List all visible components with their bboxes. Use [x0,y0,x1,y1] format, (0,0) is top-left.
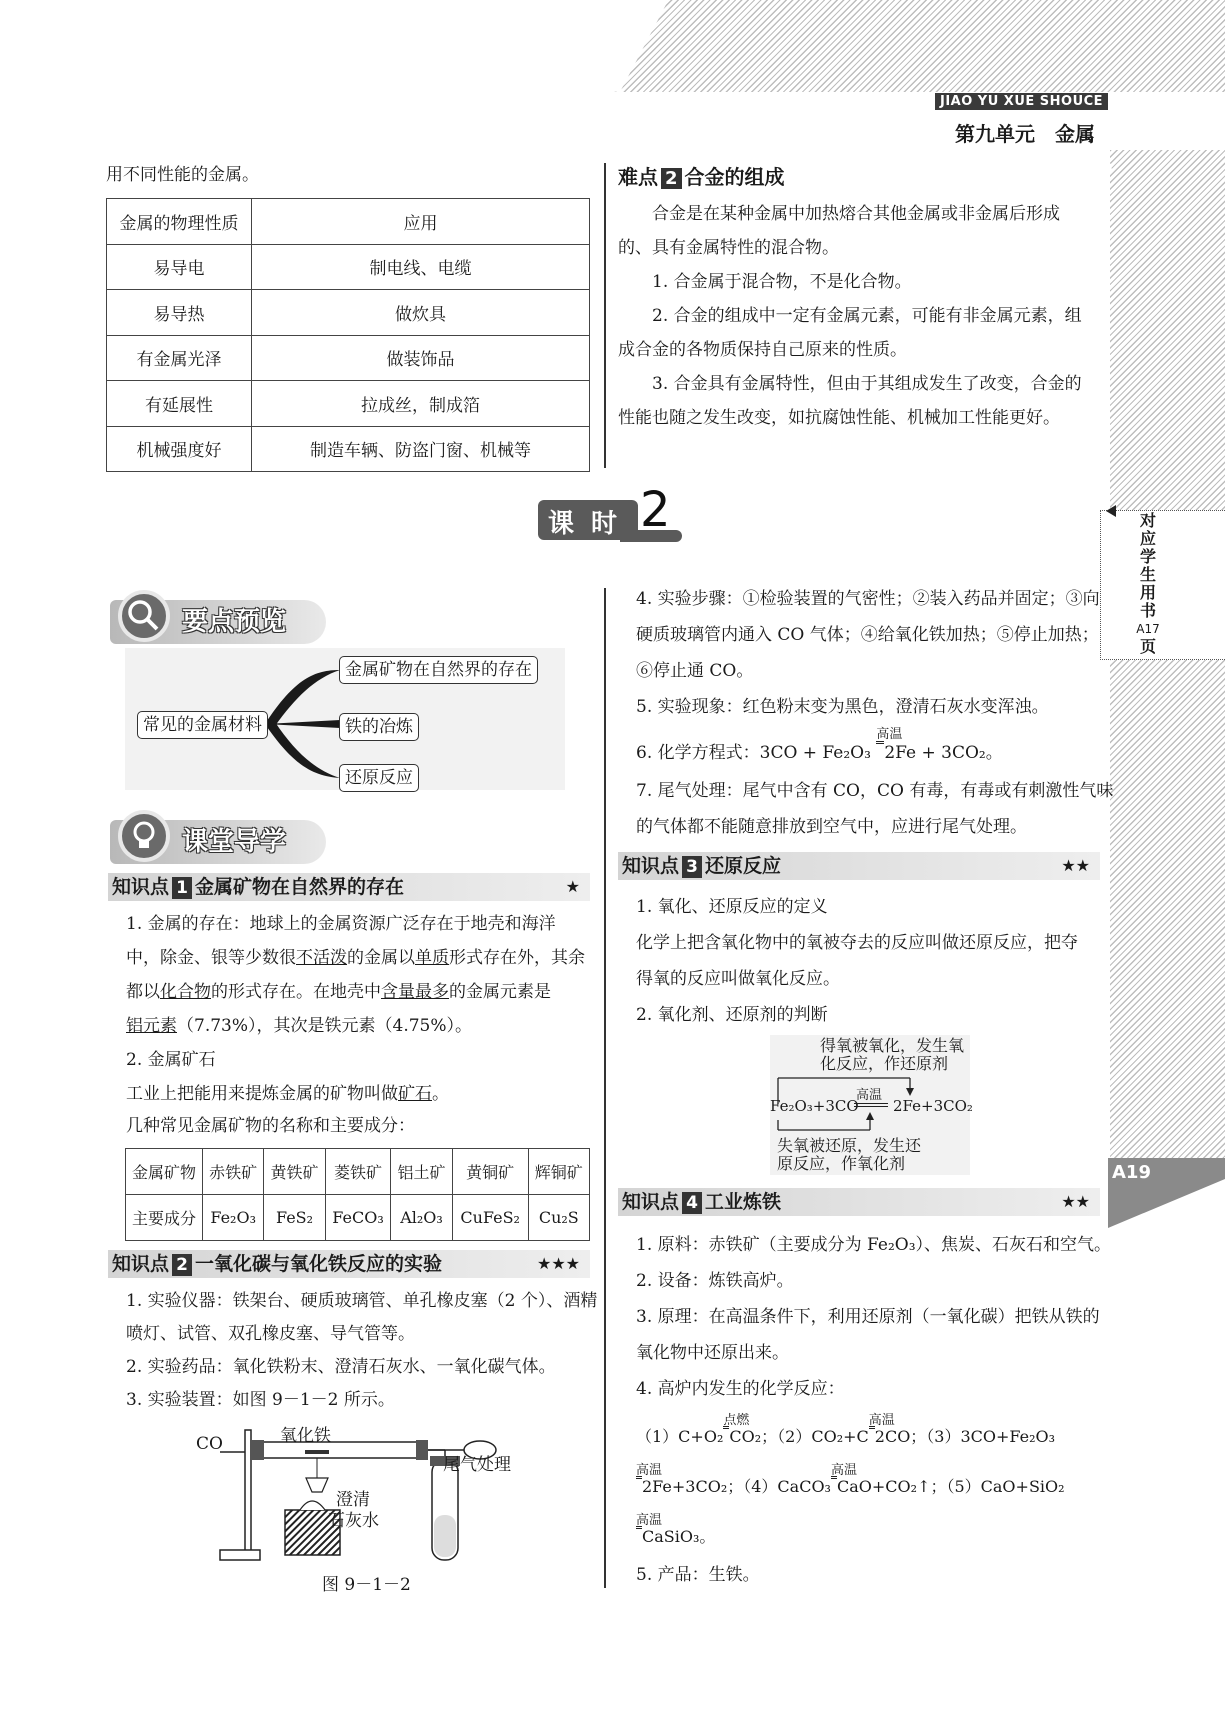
table-header: 金属的物理性质 [107,199,252,245]
header-hatch-top [620,0,1225,92]
table-cell: FeCO₃ [325,1195,391,1241]
side-tab-arrow [1106,505,1116,517]
preview-title: 要点预览 [182,607,287,637]
figure-caption: 图 9－1－2 [322,1575,411,1595]
kp1-line: 2. 金属矿石 [126,1050,216,1070]
kp1-line: 1. 金属的存在：地球上的金属资源广泛存在于地壳和海洋 [126,914,556,934]
right-line: 5. 实验现象：红色粉末变为黑色，澄清石灰水变浑浊。 [636,697,1049,717]
redox-left: Fe₂O₃+3CO [770,1097,859,1115]
kp1-line: 中，除金、银等少数很不活泼的金属以单质形式存在外，其余 [126,948,585,968]
kp4-equations-3: 高温 CaSiO₃。 [636,1513,716,1546]
apparatus-figure [190,1420,560,1565]
figure-limewater-label: 澄清 [336,1490,370,1510]
kp2-bar [108,1250,590,1278]
table-cell: 制电线、电缆 [252,244,590,290]
kp-title: 金属矿物在自然界的存在 [195,876,405,898]
magnifier-icon [118,590,170,642]
redox-eq-line [854,1103,888,1107]
right-line: 的气体都不能随意排放到空气中，应进行尾气处理。 [636,817,1027,837]
mindmap-center: 常见的金属材料 [137,711,268,739]
kp-title: 一氧化碳与氧化铁反应的实验 [195,1253,443,1275]
table-cell: 做炊具 [252,290,590,336]
right-line: ⑥停止通 CO。 [636,661,754,681]
kp4-line: 2. 设备：炼铁高炉。 [636,1271,794,1291]
redox-cond: 高温 [856,1088,883,1103]
lesson-label: 课 时 [548,509,622,539]
table-cell: 机械强度好 [107,426,252,472]
kp-number: 2 [172,1254,192,1276]
kp-title: 还原反应 [705,855,782,877]
difficulty-line: 性能也随之发生改变，如抗腐蚀性能、机械加工性能更好。 [618,408,1060,428]
kp3-bar [618,852,1100,880]
difficulty-line: 1. 合金属于混合物，不是化合物。 [652,272,912,292]
mindmap-branch: 铁的冶炼 [339,713,419,741]
kp-stars: ★ [565,877,580,896]
kp-stars: ★★ [1061,856,1090,875]
redox-top1: 得氧被氧化，发生氧 [820,1036,965,1055]
right-line: 6. 化学方程式：3CO + Fe₂O₃ 高温 2Fe + 3CO₂。 [636,727,1003,763]
kp3-line: 1. 氧化、还原反应的定义 [636,897,828,917]
difficulty-number: 2 [661,168,682,189]
kp2-line: 3. 实验装置：如图 9－1－2 所示。 [126,1390,395,1410]
mindmap-branch: 还原反应 [339,764,419,792]
table-cell: 做装饰品 [252,335,590,381]
kp2-line: 喷灯、试管、双孔橡皮塞、导气管等。 [126,1324,415,1344]
kp-number: 1 [172,877,192,899]
kp4-line: 5. 产品：生铁。 [636,1565,760,1585]
table-cell: 主要成分 [126,1195,203,1241]
difficulty-label: 难点 [618,165,658,189]
kp4-line: 4. 高炉内发生的化学反应： [636,1379,845,1399]
table-cell: 有延展性 [107,381,252,427]
table-cell: FeS₂ [264,1195,325,1241]
lesson-number: 2 [640,482,671,538]
table-header: 黄铜矿 [452,1149,528,1195]
kp1-bar [108,873,590,901]
table-cell: Cu₂S [528,1195,589,1241]
side-tab-cutout [1100,510,1225,660]
column-divider-top [604,163,606,468]
kp4-equations-1: （1）C+O₂ 点燃 CO₂；（2）CO₂+C 高温 2CO；（3）3CO+Fe₂O₃ [636,1413,1056,1446]
difficulty-line: 的、具有金属特性的混合物。 [618,238,839,258]
kp3-line: 化学上把含氧化物中的氧被夺去的反应叫做还原反应，把夺 [636,933,1078,953]
right-line: 7. 尾气处理：尾气中含有 CO，CO 有毒，有毒或有刺激性气味 [636,781,1114,801]
kp-number: 3 [682,856,702,878]
table-header: 应用 [252,199,590,245]
kp4-line: 1. 原料：赤铁矿（主要成分为 Fe₂O₃）、焦炭、石灰石和空气。 [636,1235,1112,1255]
kp-stars: ★★★ [536,1254,580,1273]
kp4-line: 氧化物中还原出来。 [636,1343,789,1363]
kp4-equations-2: 高温 2Fe+3CO₂；（4）CaCO₃ 高温 CaO+CO₂↑；（5）CaO+SiO₂ [636,1463,1065,1496]
table-cell: 易导电 [107,244,252,290]
table-header: 铝土矿 [391,1149,452,1195]
guide-title: 课堂导学 [182,827,287,857]
white-corner [1090,150,1112,172]
figure-fe2o3-label: 氧化铁 [280,1426,331,1446]
right-line: 硬质玻璃管内通入 CO 气体；④给氧化铁加热；⑤停止加热； [636,625,1099,645]
intro-line: 用不同性能的金属。 [106,165,259,185]
difficulty-title: 合金的组成 [684,165,785,189]
kp-title: 工业炼铁 [705,1191,782,1213]
figure-tail-label: 尾气处理 [443,1455,511,1475]
kp4-bar [618,1188,1100,1216]
table-cell: Al₂O₃ [391,1195,452,1241]
figure-co-label: CO [196,1434,223,1454]
kp-label: 知识点 [112,876,170,898]
header-pinyin: JIAO YU XUE SHOUCE [935,93,1108,110]
kp-stars: ★★ [1061,1192,1090,1211]
table-header: 辉铜矿 [528,1149,589,1195]
redox-right: 2Fe+3CO₂ [893,1097,973,1115]
physical-properties-table [106,198,590,472]
table-header: 赤铁矿 [203,1149,264,1195]
page-number: A19 [1112,1162,1151,1183]
redox-bot2: 原反应，作氧化剂 [777,1154,906,1173]
kp-label: 知识点 [622,855,680,877]
kp3-line: 2. 氧化剂、还原剂的判断 [636,1005,828,1025]
kp2-line: 1. 实验仪器：铁架台、硬质玻璃管、单孔橡皮塞（2 个）、酒精 [126,1291,598,1311]
kp-label: 知识点 [112,1253,170,1275]
kp-number: 4 [682,1192,702,1214]
column-divider-bottom [604,588,606,1588]
difficulty-line: 合金是在某种金属中加热熔合其他金属或非金属后形成 [652,204,1060,224]
table-cell: 拉成丝，制成箔 [252,381,590,427]
table-header: 金属矿物 [126,1149,203,1195]
difficulty-line: 2. 合金的组成中一定有金属元素，可能有非金属元素，组 [652,306,1082,326]
ore-table [125,1148,590,1241]
side-tab-text: 对 应 学 生 用 书 A17 页 [1136,511,1160,656]
table-cell: 易导热 [107,290,252,336]
redox-top2: 化反应，作还原剂 [820,1054,949,1073]
right-line: 4. 实验步骤：①检验装置的气密性；②装入药品并固定；③向 [636,589,1100,609]
table-cell: Fe₂O₃ [203,1195,264,1241]
difficulty-line: 3. 合金具有金属特性，但由于其组成发生了改变，合金的 [652,374,1082,394]
table-header: 菱铁矿 [325,1149,391,1195]
preview-banner [110,600,326,644]
difficulty-heading [618,163,785,193]
kp3-line: 得氧的反应叫做氧化反应。 [636,969,840,989]
table-cell: 有金属光泽 [107,335,252,381]
difficulty-line: 成合金的各物质保持自己原来的性质。 [618,340,907,360]
unit-title: 第九单元 金属 [955,122,1095,146]
kp2-line: 2. 实验药品：氧化铁粉末、澄清石灰水、一氧化碳气体。 [126,1357,556,1377]
kp-label: 知识点 [622,1191,680,1213]
kp1-line: 工业上把能用来提炼金属的矿物叫做矿石。 [126,1084,449,1104]
mindmap-branch: 金属矿物在自然界的存在 [339,656,538,684]
kp4-line: 3. 原理：在高温条件下，利用还原剂（一氧化碳）把铁从铁的 [636,1307,1100,1327]
table-cell: CuFeS₂ [452,1195,528,1241]
kp1-line: 铝元素（7.73%），其次是铁元素（4.75%）。 [126,1016,473,1036]
kp1-line: 几种常见金属矿物的名称和主要成分： [126,1116,415,1136]
redox-bot1: 失氧被还原，发生还 [777,1136,922,1155]
kp1-line: 都以化合物的形式存在。在地壳中含量最多的金属元素是 [126,982,551,1002]
figure-limewater-label: 石灰水 [328,1511,379,1531]
table-header: 黄铁矿 [264,1149,325,1195]
table-cell: 制造车辆、防盗门窗、机械等 [252,426,590,472]
guide-banner [110,820,326,864]
lightbulb-icon [118,810,170,862]
